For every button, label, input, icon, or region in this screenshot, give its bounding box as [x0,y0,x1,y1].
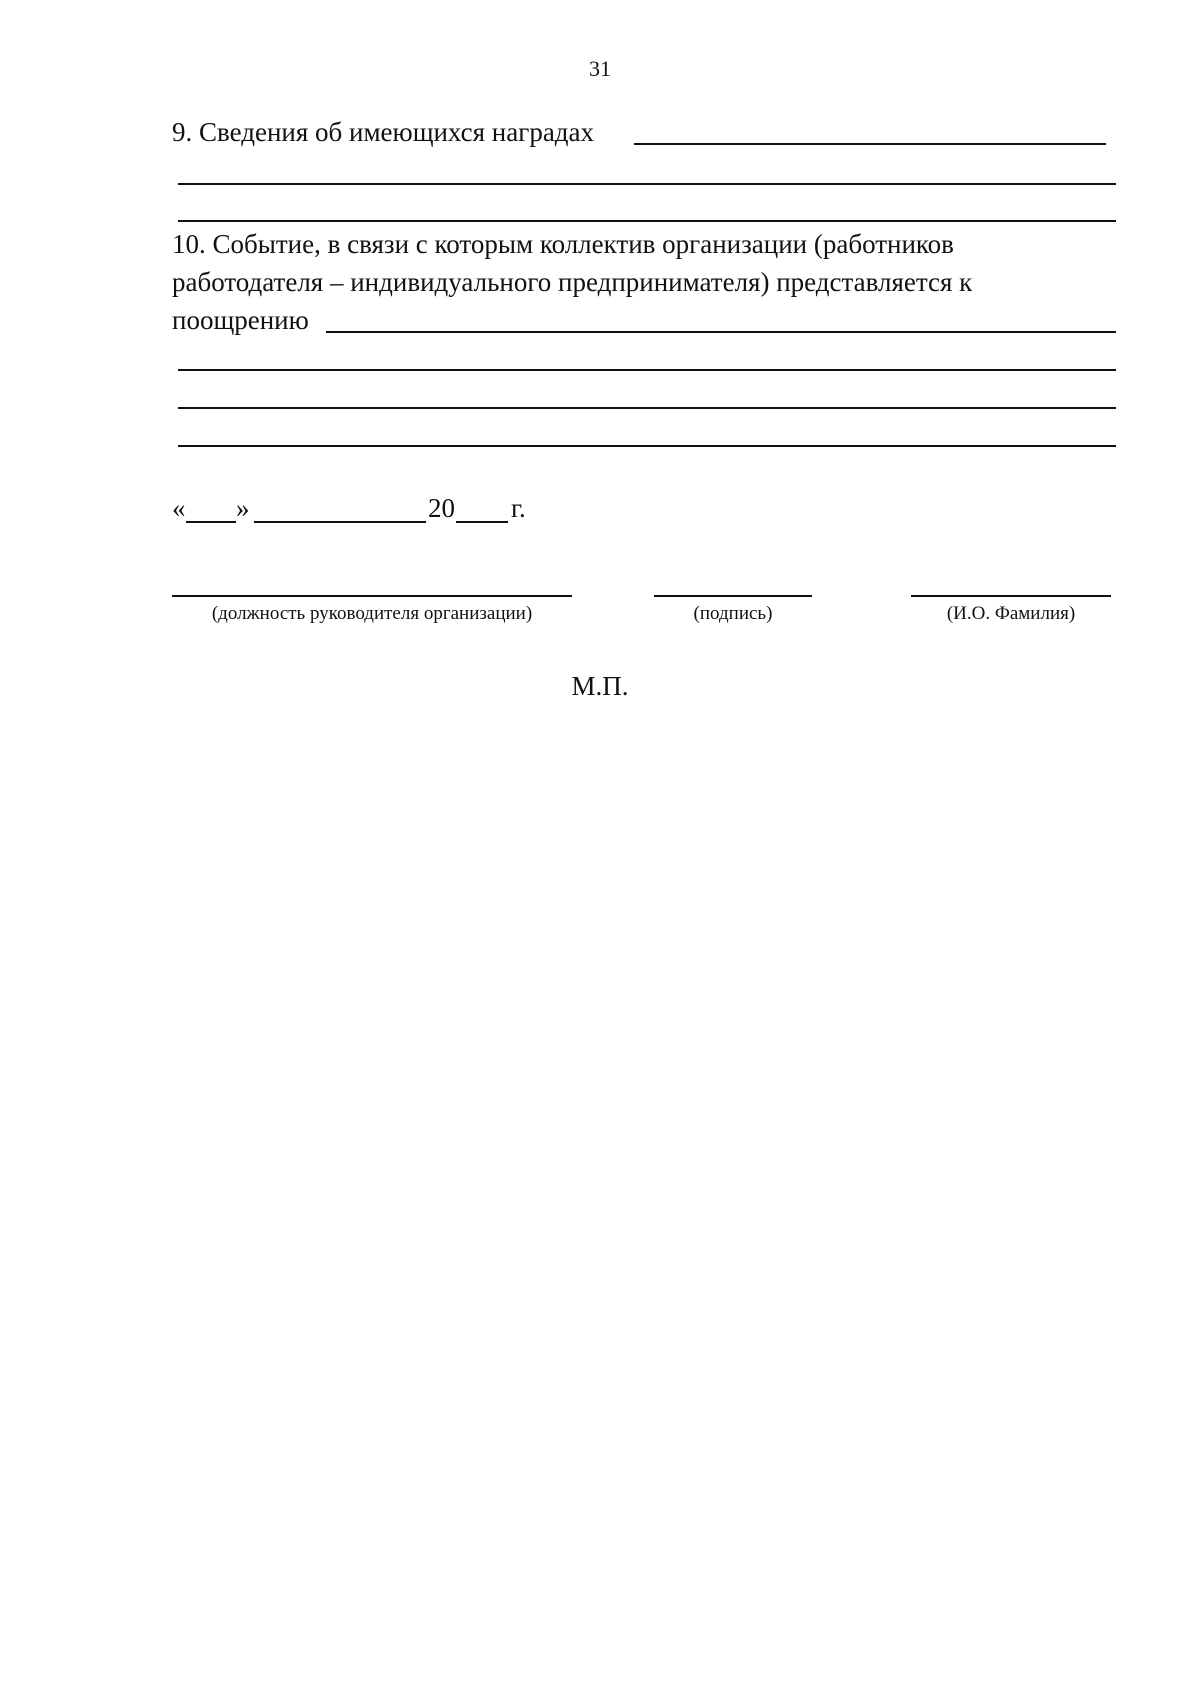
section-9-answer-line [178,183,1116,185]
position-caption: (должность руководителя организации) [211,603,533,624]
section-10-answer-line [178,407,1116,409]
date-year-suffix: г. [511,493,526,523]
section-10-answer-line [326,331,1116,333]
section-9-answer-line [178,220,1116,222]
date-year-line [456,521,508,523]
date-day-line [186,521,236,523]
section-10-text-line-3: поощрению [172,305,309,335]
date-close-quote: » [236,493,250,523]
section-10-text-line-2: работодателя – индивидуального предпринимателя) представляется к [172,267,973,297]
page-number: 31 [589,56,611,81]
stamp-label: М.П. [571,671,629,701]
signature-line [654,595,812,597]
section-9-answer-line [634,143,1106,145]
section-10-answer-line [178,369,1116,371]
position-signature-line [172,595,572,597]
section-9-label: 9. Сведения об имеющихся наградах [172,117,595,147]
date-open-quote: « [172,493,186,523]
name-signature-line [911,595,1111,597]
signature-caption: (подпись) [693,603,773,624]
section-10-text-line-1: 10. Событие, в связи с которым коллектив организации (работников [172,229,954,259]
date-year-prefix: 20 [428,493,455,523]
date-month-line [254,521,426,523]
section-10-answer-line [178,445,1116,447]
name-caption: (И.О. Фамилия) [946,603,1076,624]
